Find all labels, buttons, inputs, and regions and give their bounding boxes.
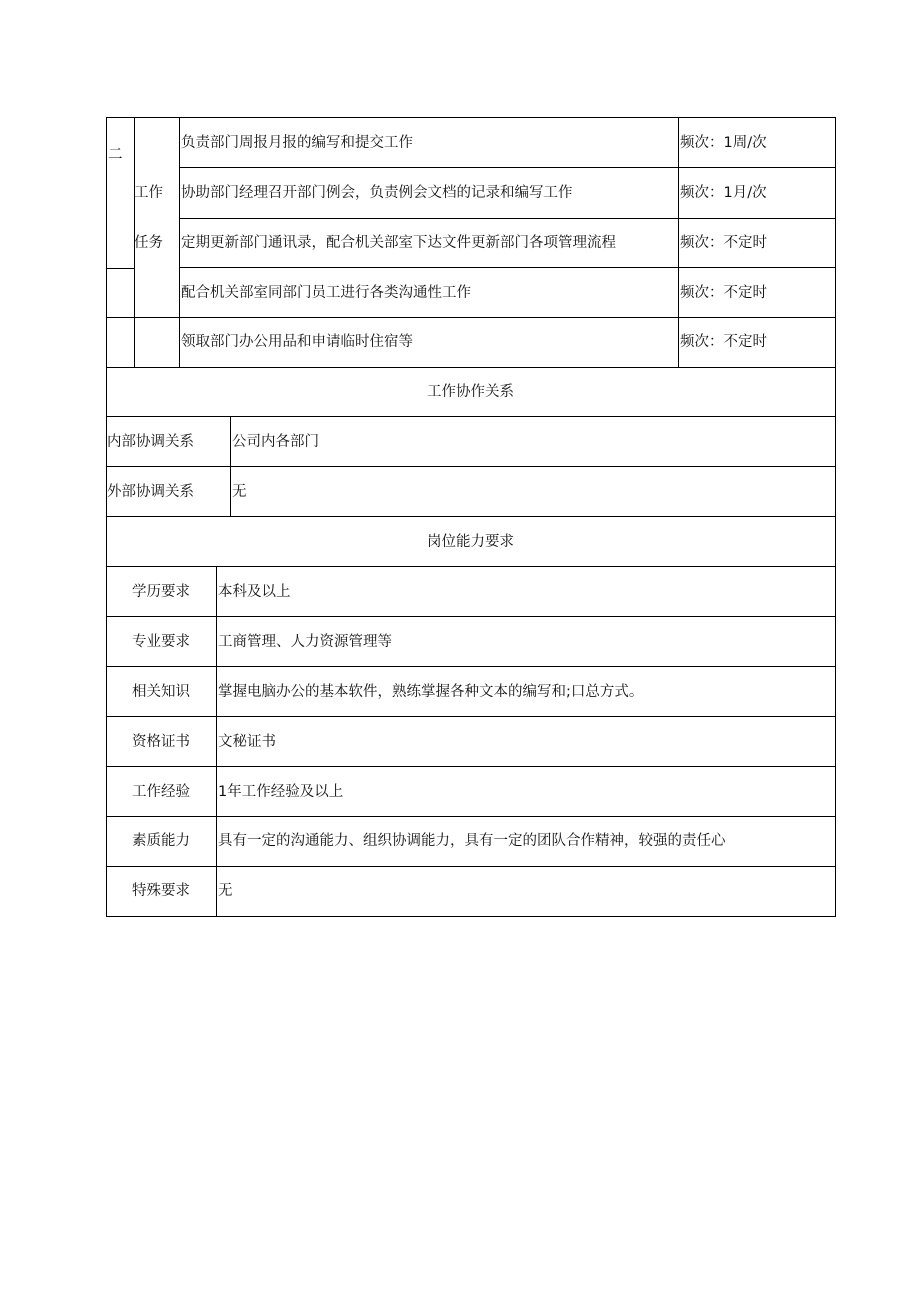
section-index-mark: 二 xyxy=(108,147,123,163)
coop-label-internal: 内部协调关系 xyxy=(107,434,194,450)
ability-value-certificate: 文秘证书 xyxy=(218,734,276,750)
ability-value-knowledge: 掌握电脑办公的基本软件，熟练掌握各种文本的编写和;口总方式。 xyxy=(218,684,644,700)
task-text-3: 定期更新部门通讯录，配合机关部室下达文件更新部门各项管理流程 xyxy=(181,235,616,251)
coop-label-external: 外部协调关系 xyxy=(107,484,194,500)
task-text-5: 领取部门办公用品和申请临时住宿等 xyxy=(181,334,413,350)
task-text-1: 负责部门周报月报的编写和提交工作 xyxy=(181,135,413,151)
task-freq-5: 频次：不定时 xyxy=(680,334,767,350)
ability-label-quality: 素质能力 xyxy=(132,833,190,849)
ability-label-experience: 工作经验 xyxy=(132,784,190,800)
task-freq-1: 频次：1周/次 xyxy=(680,135,767,151)
task-freq-4: 频次：不定时 xyxy=(680,285,767,301)
ability-label-knowledge: 相关知识 xyxy=(132,684,190,700)
task-text-2: 协助部门经理召开部门例会，负责例会文档的记录和编写工作 xyxy=(181,185,573,201)
ability-label-special: 特殊要求 xyxy=(132,883,190,899)
task-text-4: 配合机关部室同部门员工进行各类沟通性工作 xyxy=(181,285,471,301)
coop-value-external: 无 xyxy=(232,484,247,500)
ability-value-quality: 具有一定的沟通能力、组织协调能力，具有一定的团队合作精神，较强的责任心 xyxy=(218,833,726,849)
ability-value-major: 工商管理、人力资源管理等 xyxy=(218,634,392,650)
task-freq-3: 频次：不定时 xyxy=(680,235,767,251)
ability-value-special: 无 xyxy=(218,883,233,899)
cooperation-heading: 工作协作关系 xyxy=(427,384,514,400)
section-label-work: 工作 xyxy=(134,185,163,201)
task-freq-2: 频次：1月/次 xyxy=(680,185,767,201)
ability-label-major: 专业要求 xyxy=(132,634,190,650)
coop-value-internal: 公司内各部门 xyxy=(232,434,319,450)
section-label-task: 任务 xyxy=(134,235,163,251)
ability-label-education: 学历要求 xyxy=(132,584,190,600)
ability-value-experience: 1年工作经验及以上 xyxy=(218,784,344,800)
ability-heading: 岗位能力要求 xyxy=(427,534,514,550)
ability-label-certificate: 资格证书 xyxy=(132,734,190,750)
ability-value-education: 本科及以上 xyxy=(218,584,291,600)
